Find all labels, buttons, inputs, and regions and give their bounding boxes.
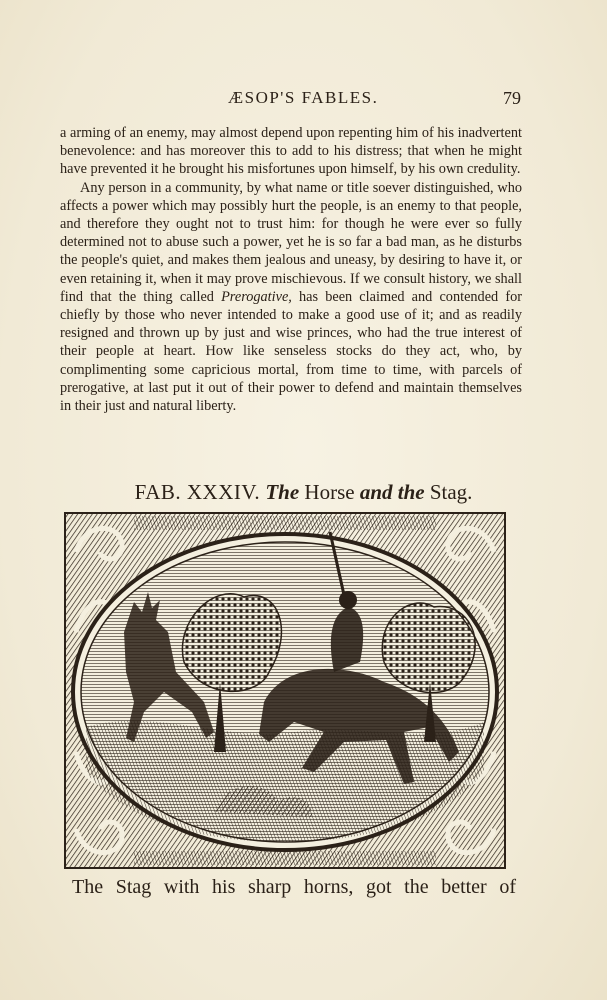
bottom-band [134,851,436,865]
top-band [134,516,436,530]
paragraph-1: a arming of an enemy, may almost depend upon repenting him of his inadvertent benevolence: and has moreover this to add to his distress; that when he might have prevented it he brought his misfortunes upon himself, by his own credulity. [60,125,522,178]
page-number: 79 [503,88,521,108]
fable-title-horse: Horse [304,480,355,504]
fable-heading [0,480,607,505]
fable-number: FAB. XXXIV. [134,480,261,504]
paragraph-2 [60,179,522,416]
prerogative-italic: Prerogative, [221,288,292,305]
body-text [60,124,522,415]
paragraph-2-end: has been claimed and contended for chiefly by those who never intended to make a good use of it; and as readily resigned and thrown up by just and wise princes, who had the true interest of their people at heart. How like senseless stocks do they act, who, by complimenting some capricious mortal, from time to time, with parcels of prerogative, at last put it out of their power to defend and maintain themselves in their just and natural liberty. [60,288,522,415]
paragraph-2-start: Any person in a community, by what name or title soever distinguished, who affects a power which may possibly hurt the people, is an enemy to that people, and therefore they ought not to trust him: for though he were ever so fully determined not to abuse such a power, yet he is so far a bad man, as he disturbs the people's quiet, and makes them jealous and uneasy, by desiring to have it, or even retaining it, when it may prove mischievous. If we consult history, we shall find that the thing called [60,179,522,305]
fable-title-stag: Stag. [429,480,473,504]
fable-title-the: The [265,480,300,504]
running-head [0,88,607,112]
caption: The Stag with his sharp horns, got the better of [72,876,516,898]
fable-title-and-the: and the [359,480,425,504]
woodcut-illustration [64,512,506,869]
running-title: ÆSOP'S FABLES. [228,88,379,107]
